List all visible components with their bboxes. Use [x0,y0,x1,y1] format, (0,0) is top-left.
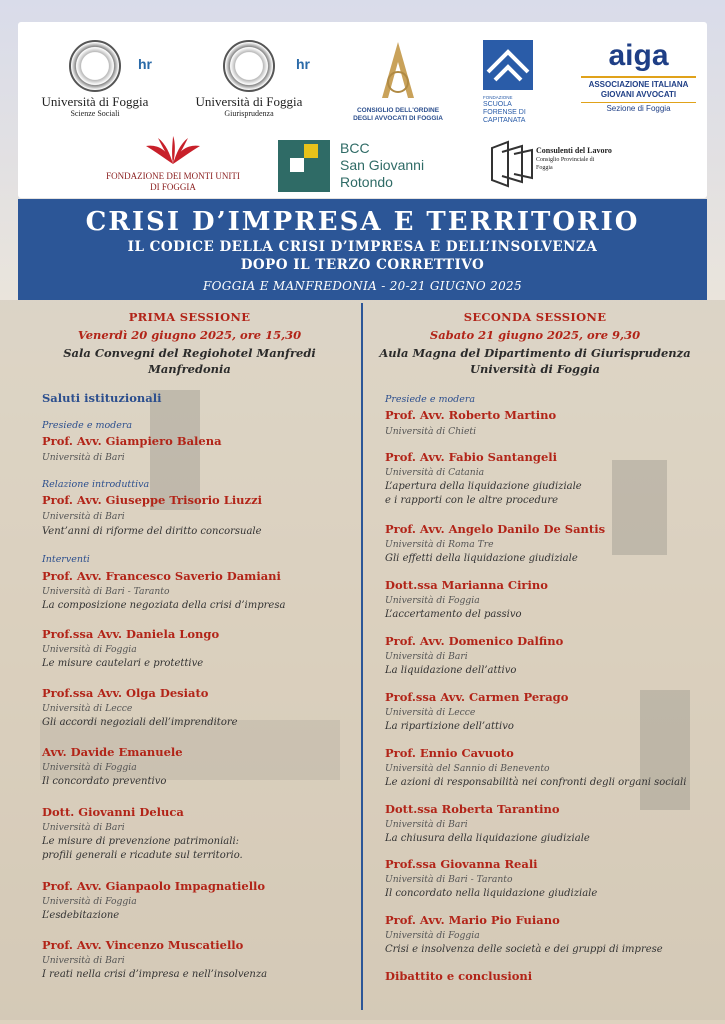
logo-unifg-giurisprudenza [194,40,304,119]
bcc-line2: San Giovanni [340,157,425,173]
speaker-name: Prof. Avv. Domenico Dalfino [385,634,564,648]
speaker-affiliation: Università di Bari [42,511,125,522]
talk-title: La liquidazione dell’attivo [385,665,517,676]
talk-title: Le misure di prevenzione patrimoniali: [42,836,240,847]
event-subtitle-2: DOPO IL TERZO CORRETTIVO [240,257,485,273]
scuola-line4: CAPITANATA [483,117,526,124]
talk-title-cont: profili generali e ricadute sul territorio. [42,850,243,861]
speaker-name: Dott.ssa Marianna Cirino [385,578,548,592]
university-seal-icon [69,40,121,92]
logo-uni-sub: Giurisprudenza [224,109,274,118]
event-subtitle-1: IL CODICE DELLA CRISI D’IMPRESA E DELL’INSOLVENZA [127,239,598,255]
bcc-line3: Rotondo [340,174,393,190]
logo-unifg-scienze-sociali [40,40,150,119]
logo-uni-name: Università di Foggia [41,94,149,109]
aiga-line3: Sezione di Foggia [581,102,696,115]
column-divider [361,303,363,1010]
talk-title: La ripartizione dell’attivo [385,721,514,732]
talk-title: La chiusura della liquidazione giudiziale [385,833,590,844]
talk-title: Le azioni di responsabilità nei confronti degli organi sociali [385,777,687,788]
talk-title: La composizione negoziata della crisi d’impresa [42,600,286,611]
talk-title: Gli accordi negoziali dell’imprenditore [42,717,238,728]
logo-bcc [278,140,458,196]
talk-title: Il concordato preventivo [42,776,167,787]
saluti-istituzionali: Saluti istituzionali [42,391,162,405]
speaker-affiliation: Università di Bari [42,955,125,966]
talk-title: I reati nella crisi d’impresa e nell’insolvenza [42,969,268,980]
talk-title: L’accertamento del passivo [385,609,522,620]
speaker-name: Prof.ssa Avv. Carmen Perago [385,690,569,704]
aiga-line1: ASSOCIAZIONE ITALIANA [581,76,696,90]
speaker-affiliation: Università di Chieti [385,426,477,437]
speaker-affiliation: Università di Bari - Taranto [42,586,170,597]
speaker-name: Prof. Avv. Mario Pio Fuiano [385,913,560,927]
session2-city: Università di Foggia [470,362,600,376]
speaker-affiliation: Università di Lecce [42,703,133,714]
consulenti-line1: Consulenti del Lavoro [536,146,612,155]
speaker-name: Prof. Ennio Cavuoto [385,746,514,760]
background-window [150,390,200,510]
speaker-affiliation: Università di Bari - Taranto [385,874,513,885]
speaker-name: Avv. Davide Emanuele [42,745,183,759]
aiga-line2: GIOVANI AVVOCATI [600,90,677,99]
closing-remarks: Dibattito e conclusioni [385,969,533,983]
logo-strip [18,22,707,198]
role-label: Relazione introduttiva [42,479,150,490]
scuola-line2: SCUOLA [483,101,512,108]
session1-location: Sala Convegni del Regiohotel Manfredi [63,346,316,360]
scuola-line3: FORENSE DI [483,109,526,116]
fondazione-line1: FONDAZIONE DEI MONTI UNITI [106,171,240,181]
speaker-affiliation: Università del Sannio di Benevento [385,763,550,774]
speaker-name: Prof. Avv. Roberto Martino [385,408,557,422]
logo-consulenti-lavoro [488,140,688,196]
session1-title: PRIMA SESSIONE [128,310,251,324]
speaker-affiliation: Università di Bari [42,822,125,833]
session2-date: Sabato 21 giugno 2025, ore 9,30 [429,328,641,342]
session2-location: Aula Magna del Dipartimento di Giurisprudenza [379,346,691,360]
role-label: Interventi [42,554,90,565]
logo-scuola-forense [483,40,547,125]
session2-title: SECONDA SESSIONE [463,310,607,324]
scuola-line1: FONDAZIONE [483,95,513,100]
logo-uni-name: Università di Foggia [195,94,303,109]
bcc-line1: BCC [340,140,370,156]
speaker-affiliation: Università di Foggia [42,762,137,773]
logo-aiga [581,40,696,115]
fondazione-line2: DI FOGGIA [150,182,196,192]
speaker-affiliation: Università di Foggia [42,896,137,907]
role-label: Presiede e modera [385,394,476,405]
speaker-name: Prof.ssa Giovanna Reali [385,857,538,871]
speaker-affiliation: Università di Roma Tre [385,539,494,550]
speaker-affiliation: Università di Bari [385,819,468,830]
speaker-name: Prof. Avv. Giuseppe Trisorio Liuzzi [42,493,262,507]
talk-title: L’esdebitazione [42,910,120,921]
consulenti-line3: Foggia [536,165,553,171]
fondazione-flower-icon [138,134,208,166]
speaker-name: Prof. Avv. Vincenzo Muscatiello [42,938,244,952]
speaker-name: Prof. Avv. Francesco Saverio Damiani [42,569,281,583]
speaker-name: Prof. Avv. Giampiero Balena [42,434,222,448]
talk-title: Vent’anni di riforme del diritto concorsuale [42,526,262,537]
talk-title: Il concordato nella liquidazione giudiziale [385,888,598,899]
ordine-line2: DEGLI AVVOCATI DI FOGGIA [353,115,443,122]
ordine-emblem-icon [378,40,418,102]
speaker-affiliation: Università di Bari [385,651,468,662]
talk-title-cont: e i rapporti con le altre procedure [385,495,559,506]
ordine-line1: CONSIGLIO DELL'ORDINE [356,107,440,114]
consulenti-emblem-icon [488,140,534,190]
speaker-name: Dott. Giovanni Deluca [42,805,184,819]
session1-date: Venerdì 20 giugno 2025, ore 15,30 [77,328,302,342]
logo-uni-sub: Scienze Sociali [70,109,120,118]
speaker-affiliation: Università di Bari [42,452,125,463]
background-window [640,690,690,810]
consulenti-line2: Consiglio Provinciale di [536,157,595,163]
hr-logo-icon: hr [138,56,152,72]
bcc-square-icon [278,140,330,192]
speaker-affiliation: Università di Catania [385,467,485,478]
event-place-date: FOGGIA E MANFREDONIA - 20-21 GIUGNO 2025 [203,279,522,293]
event-title: CRISI D’IMPRESA E TERRITORIO [85,207,640,237]
speaker-name: Prof. Avv. Gianpaolo Impagnatiello [42,879,266,893]
speaker-affiliation: Università di Foggia [42,644,137,655]
speaker-name: Prof. Avv. Fabio Santangeli [385,450,558,464]
speaker-name: Prof.ssa Avv. Daniela Longo [42,627,220,641]
session1-city: Manfredonia [148,362,231,376]
speaker-affiliation: Università di Lecce [385,707,476,718]
speaker-name: Prof. Avv. Angelo Danilo De Santis [385,522,606,536]
talk-title: L’apertura della liquidazione giudiziale [385,481,582,492]
logo-fondazione-monti-uniti [98,134,248,193]
role-label: Presiede e modera [42,420,133,431]
talk-title: Le misure cautelari e protettive [42,658,204,669]
speaker-name: Prof.ssa Avv. Olga Desiato [42,686,209,700]
speaker-affiliation: Università di Foggia [385,595,480,606]
scuola-emblem-icon [483,40,533,90]
title-banner [18,199,707,300]
talk-title: Crisi e insolvenza delle società e dei gruppi di imprese [385,944,663,955]
speaker-name: Dott.ssa Roberta Tarantino [385,802,560,816]
university-seal-icon [223,40,275,92]
background-window [612,460,667,555]
talk-title: Gli effetti della liquidazione giudiziale [385,553,578,564]
aiga-wordmark: aiga [608,39,669,72]
hr-logo-icon: hr [296,56,310,72]
logo-ordine-avvocati [343,40,453,123]
speaker-affiliation: Università di Foggia [385,930,480,941]
